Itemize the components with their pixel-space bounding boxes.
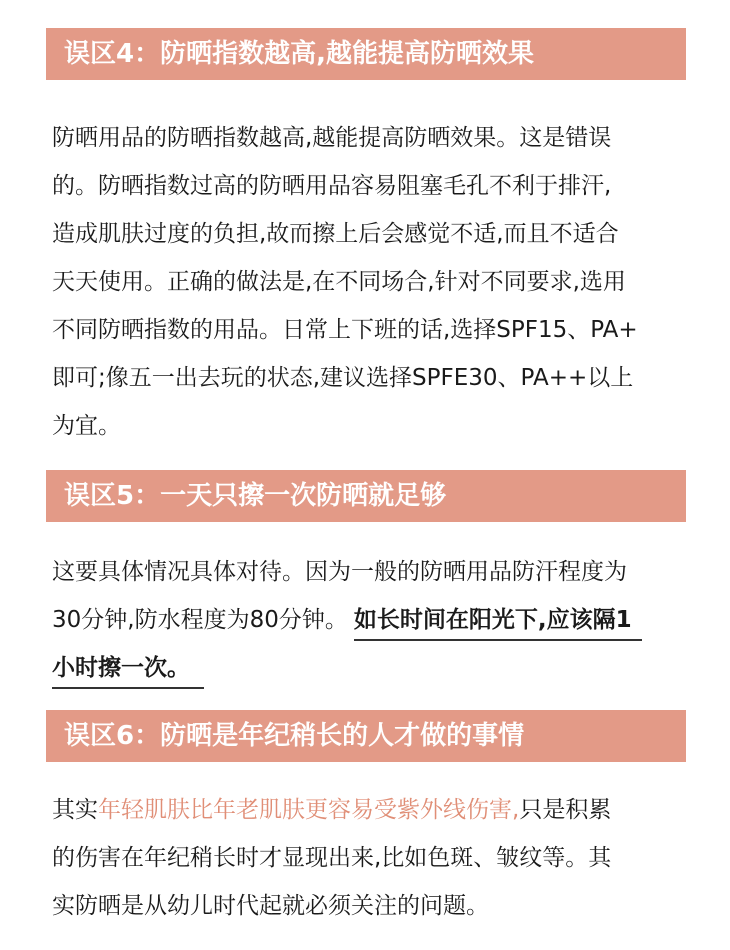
paragraph-line: 的。防晒指数过高的防晒用品容易阻塞毛孔不利于排汗, (52, 173, 612, 199)
plain-text: 30分钟,防水程度为80分钟。 (52, 607, 348, 633)
highlight-text: 年轻肌肤比年老肌肤更容易受紫外线伤害, (98, 797, 520, 823)
emphasis-text: 小时擦一次。 (52, 649, 204, 689)
paragraph-line: 为宜。 (52, 413, 121, 439)
plain-text: 只是积累 (519, 797, 612, 823)
paragraph-line (52, 596, 684, 644)
section-5-paragraph (52, 548, 684, 692)
paragraph-line: 天天使用。正确的做法是,在不同场合,针对不同要求,选用 (52, 269, 626, 295)
section-4-heading: 误区4：防晒指数越高,越能提高防晒效果 (46, 28, 686, 80)
section-6-paragraph (52, 786, 684, 930)
paragraph-line: 实防晒是从幼儿时代起就必须关注的问题。 (52, 893, 489, 919)
paragraph-line: 即可;像五一出去玩的状态,建议选择SPFE30、PA++以上 (52, 365, 634, 391)
paragraph-line (52, 644, 684, 692)
paragraph-line: 的伤害在年纪稍长时才显现出来,比如色斑、皱纹等。其 (52, 845, 612, 871)
plain-text: 其实 (52, 797, 98, 823)
emphasis-text: 如长时间在阳光下,应该隔1 (354, 601, 642, 641)
paragraph-line: 造成肌肤过度的负担,故而擦上后会感觉不适,而且不适合 (52, 221, 619, 247)
paragraph-line: 这要具体情况具体对待。因为一般的防晒用品防汗程度为 (52, 559, 627, 585)
section-6-heading: 误区6：防晒是年纪稍长的人才做的事情 (46, 710, 686, 762)
section-5-heading: 误区5：一天只擦一次防晒就足够 (46, 470, 686, 522)
paragraph-line: 防晒用品的防晒指数越高,越能提高防晒效果。这是错误 (52, 125, 612, 151)
paragraph-line: 不同防晒指数的用品。日常上下班的话,选择SPF15、PA+ (52, 317, 638, 343)
paragraph-line (52, 786, 684, 834)
section-4-paragraph (52, 114, 684, 450)
